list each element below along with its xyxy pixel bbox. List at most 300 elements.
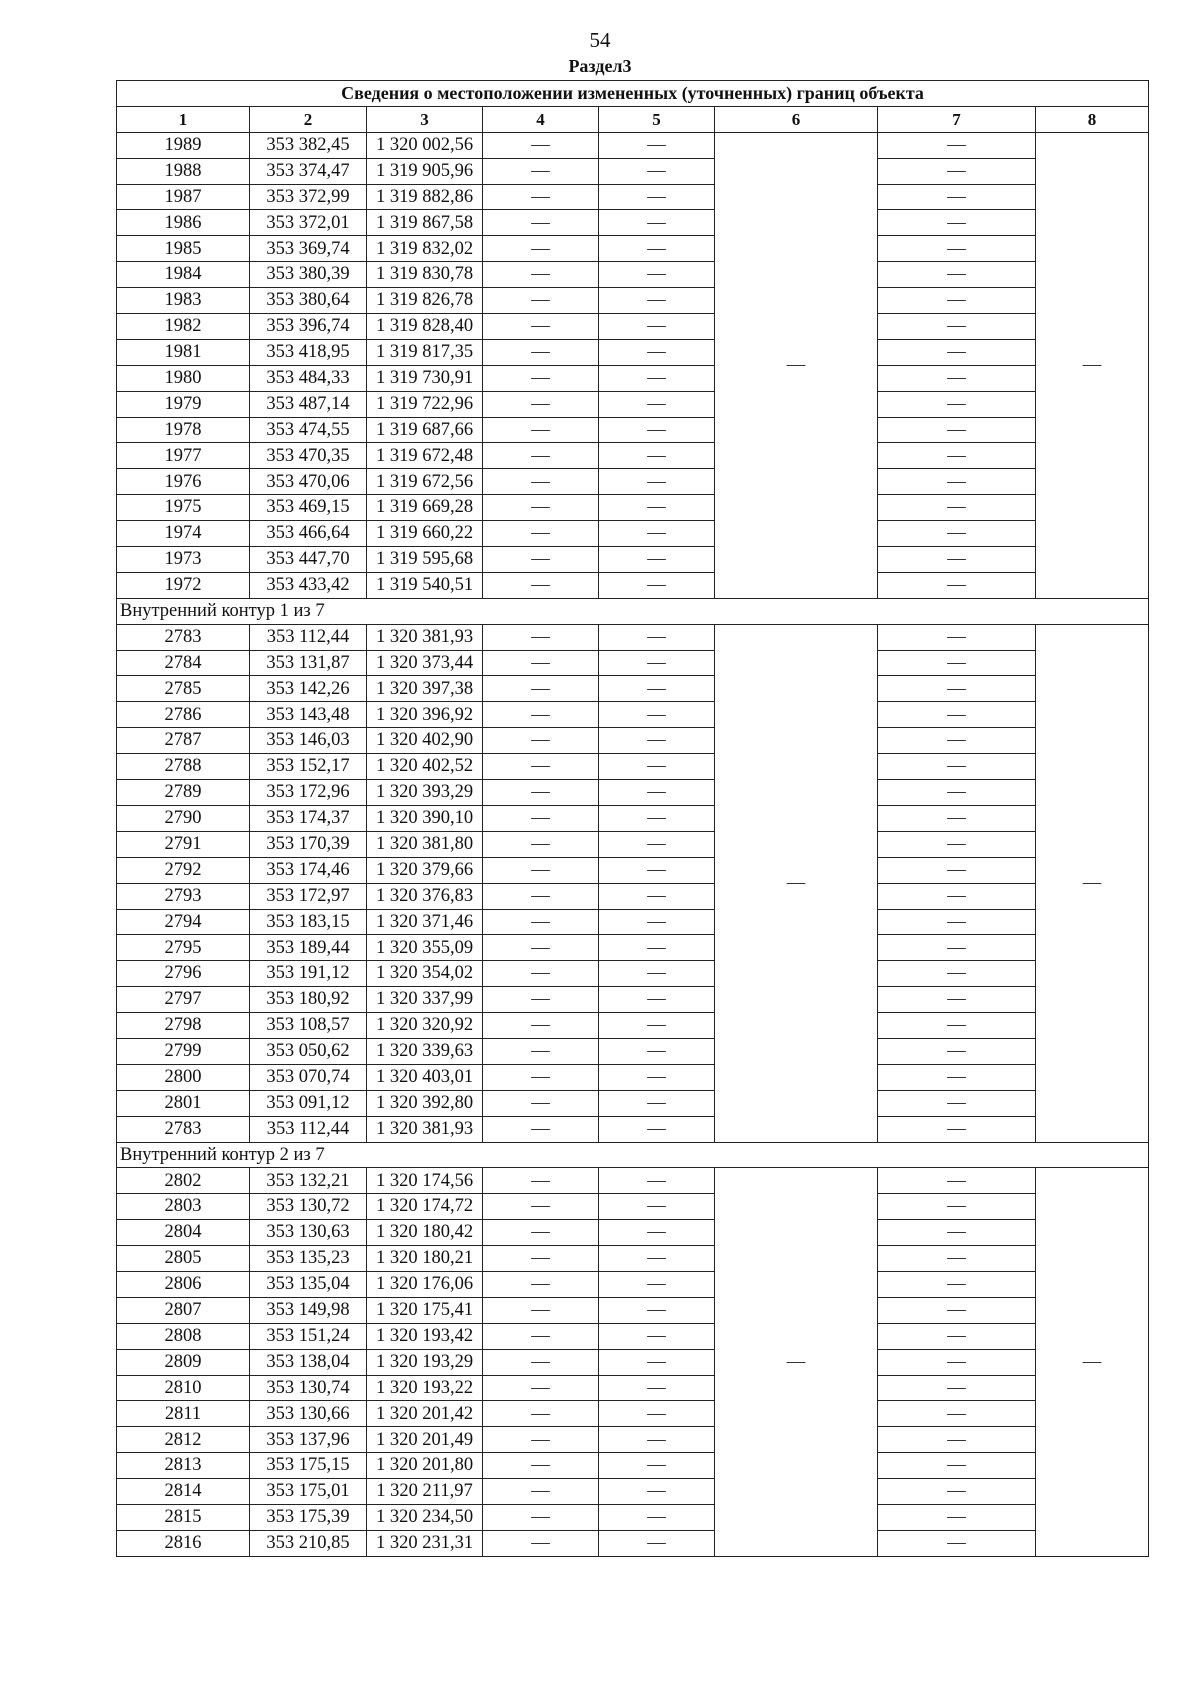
dash-cell: —: [878, 547, 1036, 573]
dash-cell: —: [599, 857, 715, 883]
y-coordinate-cell: 1 319 687,66: [367, 417, 483, 443]
dash-cell: —: [878, 210, 1036, 236]
table-caption: Сведения о местоположении измененных (уточненных) границ объекта: [117, 81, 1149, 107]
dash-cell: —: [599, 1271, 715, 1297]
dash-cell: —: [599, 935, 715, 961]
dash-cell: —: [878, 961, 1036, 987]
x-coordinate-cell: 353 130,72: [250, 1194, 367, 1220]
dash-cell: —: [878, 1220, 1036, 1246]
y-coordinate-cell: 1 320 193,42: [367, 1323, 483, 1349]
dash-cell: —: [483, 469, 599, 495]
dash-cell: —: [483, 158, 599, 184]
point-number-cell: 2790: [117, 805, 250, 831]
dash-cell: —: [483, 1038, 599, 1064]
dash-cell: —: [878, 1038, 1036, 1064]
table-row: [117, 857, 1149, 883]
y-coordinate-cell: 1 320 390,10: [367, 805, 483, 831]
y-coordinate-cell: 1 320 355,09: [367, 935, 483, 961]
point-number-cell: 2788: [117, 754, 250, 780]
dash-cell: —: [483, 1349, 599, 1375]
table-row: [117, 1168, 1149, 1194]
point-number-cell: 2795: [117, 935, 250, 961]
contour-label: Внутренний контур 1 из 7: [117, 598, 1149, 624]
table-row: [117, 314, 1149, 340]
x-coordinate-cell: 353 372,99: [250, 184, 367, 210]
dash-cell: —: [599, 624, 715, 650]
dash-cell: —: [599, 831, 715, 857]
x-coordinate-cell: 353 175,39: [250, 1504, 367, 1530]
x-coordinate-cell: 353 487,14: [250, 391, 367, 417]
y-coordinate-cell: 1 320 381,93: [367, 624, 483, 650]
x-coordinate-cell: 353 137,96: [250, 1427, 367, 1453]
table-row: [117, 805, 1149, 831]
dash-cell: —: [599, 1220, 715, 1246]
column-header: 4: [483, 106, 599, 132]
dash-cell: —: [599, 1401, 715, 1427]
table-row: [117, 1349, 1149, 1375]
dash-cell: —: [878, 624, 1036, 650]
dash-cell: —: [599, 262, 715, 288]
table-row: [117, 158, 1149, 184]
point-number-cell: 2803: [117, 1194, 250, 1220]
dash-cell: —: [878, 1530, 1036, 1556]
x-coordinate-cell: 353 380,39: [250, 262, 367, 288]
dash-cell: —: [599, 961, 715, 987]
point-number-cell: 1986: [117, 210, 250, 236]
y-coordinate-cell: 1 320 211,97: [367, 1479, 483, 1505]
table-row: [117, 1427, 1149, 1453]
table-row: [117, 650, 1149, 676]
point-number-cell: 2786: [117, 702, 250, 728]
dash-cell: —: [878, 987, 1036, 1013]
point-number-cell: 2815: [117, 1504, 250, 1530]
dash-cell: —: [599, 883, 715, 909]
dash-cell: —: [483, 236, 599, 262]
x-coordinate-cell: 353 174,46: [250, 857, 367, 883]
point-number-cell: 1974: [117, 521, 250, 547]
point-number-cell: 1989: [117, 132, 250, 158]
table-row: [117, 883, 1149, 909]
x-coordinate-cell: 353 396,74: [250, 314, 367, 340]
y-coordinate-cell: 1 319 660,22: [367, 521, 483, 547]
dash-cell: —: [483, 1168, 599, 1194]
table-row: [117, 1090, 1149, 1116]
table-row: [117, 547, 1149, 573]
dash-cell: —: [599, 339, 715, 365]
point-number-cell: 1982: [117, 314, 250, 340]
dash-cell: —: [483, 935, 599, 961]
dash-cell: —: [483, 676, 599, 702]
x-coordinate-cell: 353 112,44: [250, 1116, 367, 1142]
dash-cell: —: [878, 1375, 1036, 1401]
x-coordinate-cell: 353 143,48: [250, 702, 367, 728]
dash-cell: —: [599, 314, 715, 340]
table-row: [117, 339, 1149, 365]
y-coordinate-cell: 1 320 174,56: [367, 1168, 483, 1194]
table-row: [117, 572, 1149, 598]
y-coordinate-cell: 1 320 393,29: [367, 780, 483, 806]
dash-cell: —: [878, 521, 1036, 547]
table-row: [117, 417, 1149, 443]
table-row: [117, 1530, 1149, 1556]
dash-cell: —: [599, 1090, 715, 1116]
point-number-cell: 1973: [117, 547, 250, 573]
table-row: [117, 1323, 1149, 1349]
y-coordinate-cell: 1 319 830,78: [367, 262, 483, 288]
point-number-cell: 1987: [117, 184, 250, 210]
point-number-cell: 2799: [117, 1038, 250, 1064]
point-number-cell: 1988: [117, 158, 250, 184]
x-coordinate-cell: 353 418,95: [250, 339, 367, 365]
table-row: [117, 1246, 1149, 1272]
dash-cell: —: [599, 1504, 715, 1530]
dash-cell: —: [599, 1349, 715, 1375]
x-coordinate-cell: 353 130,66: [250, 1401, 367, 1427]
dash-cell: —: [483, 262, 599, 288]
column-header: 1: [117, 106, 250, 132]
point-number-cell: 2807: [117, 1297, 250, 1323]
dash-cell: —: [878, 754, 1036, 780]
x-coordinate-cell: 353 470,06: [250, 469, 367, 495]
dash-cell: —: [878, 1116, 1036, 1142]
x-coordinate-cell: 353 447,70: [250, 547, 367, 573]
y-coordinate-cell: 1 320 397,38: [367, 676, 483, 702]
dash-cell: —: [483, 987, 599, 1013]
table-row: [117, 1453, 1149, 1479]
table-row: [117, 831, 1149, 857]
dash-cell: —: [483, 728, 599, 754]
dash-cell: —: [878, 572, 1036, 598]
dash-cell: —: [599, 1064, 715, 1090]
x-coordinate-cell: 353 175,15: [250, 1453, 367, 1479]
x-coordinate-cell: 353 484,33: [250, 365, 367, 391]
column-header: 7: [878, 106, 1036, 132]
dash-cell: —: [599, 495, 715, 521]
table-row: [117, 236, 1149, 262]
x-coordinate-cell: 353 108,57: [250, 1013, 367, 1039]
table-row: [117, 262, 1149, 288]
dash-cell: —: [599, 702, 715, 728]
dash-cell: —: [599, 417, 715, 443]
dash-cell: —: [483, 702, 599, 728]
point-number-cell: 2792: [117, 857, 250, 883]
point-number-cell: 2805: [117, 1246, 250, 1272]
point-number-cell: 2798: [117, 1013, 250, 1039]
dash-cell: —: [599, 184, 715, 210]
x-coordinate-cell: 353 374,47: [250, 158, 367, 184]
dash-cell: —: [483, 1323, 599, 1349]
dash-cell: —: [599, 1427, 715, 1453]
y-coordinate-cell: 1 320 193,22: [367, 1375, 483, 1401]
y-coordinate-cell: 1 319 817,35: [367, 339, 483, 365]
dash-cell: —: [599, 676, 715, 702]
dash-cell: —: [483, 1116, 599, 1142]
dash-cell: —: [483, 780, 599, 806]
dash-cell: —: [483, 1246, 599, 1272]
y-coordinate-cell: 1 320 371,46: [367, 909, 483, 935]
table-row: [117, 210, 1149, 236]
y-coordinate-cell: 1 319 905,96: [367, 158, 483, 184]
dash-cell: —: [878, 236, 1036, 262]
dash-cell: —: [878, 1323, 1036, 1349]
dash-cell: —: [599, 780, 715, 806]
y-coordinate-cell: 1 319 595,68: [367, 547, 483, 573]
y-coordinate-cell: 1 320 231,31: [367, 1530, 483, 1556]
point-number-cell: 2794: [117, 909, 250, 935]
dash-cell: —: [483, 1427, 599, 1453]
table-row: [117, 780, 1149, 806]
point-number-cell: 2811: [117, 1401, 250, 1427]
y-coordinate-cell: 1 320 354,02: [367, 961, 483, 987]
dash-cell: —: [599, 391, 715, 417]
y-coordinate-cell: 1 320 337,99: [367, 987, 483, 1013]
dash-cell: —: [599, 650, 715, 676]
x-coordinate-cell: 353 433,42: [250, 572, 367, 598]
y-coordinate-cell: 1 319 672,56: [367, 469, 483, 495]
table-row: [117, 702, 1149, 728]
dash-cell: —: [599, 1453, 715, 1479]
table-row: [117, 961, 1149, 987]
dash-cell: —: [599, 1530, 715, 1556]
point-number-cell: 2793: [117, 883, 250, 909]
dash-cell: —: [599, 909, 715, 935]
point-number-cell: 2801: [117, 1090, 250, 1116]
x-coordinate-cell: 353 132,21: [250, 1168, 367, 1194]
x-coordinate-cell: 353 466,64: [250, 521, 367, 547]
dash-cell: —: [483, 210, 599, 236]
dash-cell: —: [878, 1504, 1036, 1530]
dash-cell: —: [599, 1116, 715, 1142]
dash-cell: —: [483, 1271, 599, 1297]
y-coordinate-cell: 1 320 201,80: [367, 1453, 483, 1479]
point-number-cell: 1980: [117, 365, 250, 391]
dash-cell: —: [483, 288, 599, 314]
merged-dash-cell: —: [715, 1168, 878, 1556]
table-row: [117, 1271, 1149, 1297]
dash-cell: —: [878, 1271, 1036, 1297]
dash-cell: —: [878, 1168, 1036, 1194]
dash-cell: —: [599, 158, 715, 184]
dash-cell: —: [483, 1220, 599, 1246]
dash-cell: —: [483, 961, 599, 987]
dash-cell: —: [483, 831, 599, 857]
dash-cell: —: [483, 1401, 599, 1427]
dash-cell: —: [878, 780, 1036, 806]
y-coordinate-cell: 1 320 373,44: [367, 650, 483, 676]
dash-cell: —: [483, 624, 599, 650]
dash-cell: —: [878, 184, 1036, 210]
dash-cell: —: [483, 521, 599, 547]
dash-cell: —: [599, 521, 715, 547]
point-number-cell: 2812: [117, 1427, 250, 1453]
dash-cell: —: [599, 1323, 715, 1349]
x-coordinate-cell: 353 189,44: [250, 935, 367, 961]
point-number-cell: 2785: [117, 676, 250, 702]
table-row: [117, 469, 1149, 495]
dash-cell: —: [599, 288, 715, 314]
point-number-cell: 2800: [117, 1064, 250, 1090]
dash-cell: —: [878, 857, 1036, 883]
dash-cell: —: [599, 1479, 715, 1505]
table-row: [117, 754, 1149, 780]
dash-cell: —: [878, 1453, 1036, 1479]
column-header: 3: [367, 106, 483, 132]
dash-cell: —: [878, 288, 1036, 314]
table-row: [117, 288, 1149, 314]
column-header: 6: [715, 106, 878, 132]
y-coordinate-cell: 1 320 175,41: [367, 1297, 483, 1323]
x-coordinate-cell: 353 174,37: [250, 805, 367, 831]
dash-cell: —: [599, 987, 715, 1013]
x-coordinate-cell: 353 372,01: [250, 210, 367, 236]
dash-cell: —: [878, 1013, 1036, 1039]
dash-cell: —: [599, 547, 715, 573]
x-coordinate-cell: 353 091,12: [250, 1090, 367, 1116]
x-coordinate-cell: 353 130,74: [250, 1375, 367, 1401]
column-header-row: [117, 106, 1149, 132]
point-number-cell: 1983: [117, 288, 250, 314]
table-row: [117, 1297, 1149, 1323]
dash-cell: —: [599, 1038, 715, 1064]
table-row: [117, 1013, 1149, 1039]
x-coordinate-cell: 353 469,15: [250, 495, 367, 521]
table-row: [117, 1504, 1149, 1530]
dash-cell: —: [878, 1349, 1036, 1375]
dash-cell: —: [483, 1453, 599, 1479]
x-coordinate-cell: 353 135,23: [250, 1246, 367, 1272]
y-coordinate-cell: 1 320 376,83: [367, 883, 483, 909]
dash-cell: —: [483, 883, 599, 909]
table-body: [117, 132, 1149, 1556]
x-coordinate-cell: 353 191,12: [250, 961, 367, 987]
dash-cell: —: [483, 1479, 599, 1505]
x-coordinate-cell: 353 470,35: [250, 443, 367, 469]
point-number-cell: 2813: [117, 1453, 250, 1479]
dash-cell: —: [599, 728, 715, 754]
point-number-cell: 2797: [117, 987, 250, 1013]
y-coordinate-cell: 1 320 403,01: [367, 1064, 483, 1090]
x-coordinate-cell: 353 175,01: [250, 1479, 367, 1505]
x-coordinate-cell: 353 172,97: [250, 883, 367, 909]
y-coordinate-cell: 1 320 176,06: [367, 1271, 483, 1297]
dash-cell: —: [878, 391, 1036, 417]
point-number-cell: 2784: [117, 650, 250, 676]
dash-cell: —: [878, 158, 1036, 184]
section-title: Раздел3: [568, 56, 632, 76]
y-coordinate-cell: 1 319 722,96: [367, 391, 483, 417]
y-coordinate-cell: 1 319 540,51: [367, 572, 483, 598]
y-coordinate-cell: 1 320 180,21: [367, 1246, 483, 1272]
contour-label: Внутренний контур 2 из 7: [117, 1142, 1149, 1168]
column-header: 5: [599, 106, 715, 132]
table-row: [117, 624, 1149, 650]
point-number-cell: 1984: [117, 262, 250, 288]
dash-cell: —: [483, 857, 599, 883]
x-coordinate-cell: 353 135,04: [250, 1271, 367, 1297]
y-coordinate-cell: 1 319 867,58: [367, 210, 483, 236]
contour-label-row: [117, 1142, 1149, 1168]
x-coordinate-cell: 353 180,92: [250, 987, 367, 1013]
y-coordinate-cell: 1 320 320,92: [367, 1013, 483, 1039]
dash-cell: —: [483, 1297, 599, 1323]
point-number-cell: 2810: [117, 1375, 250, 1401]
y-coordinate-cell: 1 319 669,28: [367, 495, 483, 521]
x-coordinate-cell: 353 170,39: [250, 831, 367, 857]
x-coordinate-cell: 353 146,03: [250, 728, 367, 754]
dash-cell: —: [483, 1194, 599, 1220]
y-coordinate-cell: 1 319 672,48: [367, 443, 483, 469]
dash-cell: —: [483, 909, 599, 935]
table-row: [117, 132, 1149, 158]
table-row: [117, 987, 1149, 1013]
point-number-cell: 2783: [117, 1116, 250, 1142]
merged-dash-cell: —: [1036, 132, 1149, 598]
dash-cell: —: [878, 1427, 1036, 1453]
dash-cell: —: [483, 1530, 599, 1556]
table-row: [117, 728, 1149, 754]
dash-cell: —: [878, 650, 1036, 676]
dash-cell: —: [878, 1090, 1036, 1116]
point-number-cell: 2809: [117, 1349, 250, 1375]
point-number-cell: 2789: [117, 780, 250, 806]
point-number-cell: 1978: [117, 417, 250, 443]
dash-cell: —: [483, 314, 599, 340]
boundary-coordinates-table: [116, 80, 1149, 1557]
y-coordinate-cell: 1 320 381,80: [367, 831, 483, 857]
dash-cell: —: [483, 417, 599, 443]
x-coordinate-cell: 353 380,64: [250, 288, 367, 314]
x-coordinate-cell: 353 172,96: [250, 780, 367, 806]
dash-cell: —: [483, 754, 599, 780]
dash-cell: —: [599, 132, 715, 158]
table-row: [117, 1116, 1149, 1142]
dash-cell: —: [878, 676, 1036, 702]
dash-cell: —: [599, 210, 715, 236]
table-row: [117, 391, 1149, 417]
merged-dash-cell: —: [1036, 624, 1149, 1142]
y-coordinate-cell: 1 320 234,50: [367, 1504, 483, 1530]
x-coordinate-cell: 353 369,74: [250, 236, 367, 262]
point-number-cell: 1977: [117, 443, 250, 469]
table-row: [117, 443, 1149, 469]
dash-cell: —: [599, 1194, 715, 1220]
x-coordinate-cell: 353 050,62: [250, 1038, 367, 1064]
x-coordinate-cell: 353 142,26: [250, 676, 367, 702]
dash-cell: —: [878, 339, 1036, 365]
contour-label-row: [117, 598, 1149, 624]
table-row: [117, 1038, 1149, 1064]
dash-cell: —: [878, 1064, 1036, 1090]
dash-cell: —: [878, 443, 1036, 469]
dash-cell: —: [878, 935, 1036, 961]
merged-dash-cell: —: [715, 132, 878, 598]
dash-cell: —: [483, 495, 599, 521]
dash-cell: —: [483, 805, 599, 831]
table-row: [117, 1375, 1149, 1401]
dash-cell: —: [599, 1013, 715, 1039]
dash-cell: —: [483, 572, 599, 598]
dash-cell: —: [483, 1090, 599, 1116]
dash-cell: —: [483, 1375, 599, 1401]
x-coordinate-cell: 353 070,74: [250, 1064, 367, 1090]
table-row: [117, 1220, 1149, 1246]
dash-cell: —: [599, 754, 715, 780]
dash-cell: —: [483, 547, 599, 573]
x-coordinate-cell: 353 210,85: [250, 1530, 367, 1556]
point-number-cell: 2783: [117, 624, 250, 650]
dash-cell: —: [599, 1168, 715, 1194]
x-coordinate-cell: 353 183,15: [250, 909, 367, 935]
